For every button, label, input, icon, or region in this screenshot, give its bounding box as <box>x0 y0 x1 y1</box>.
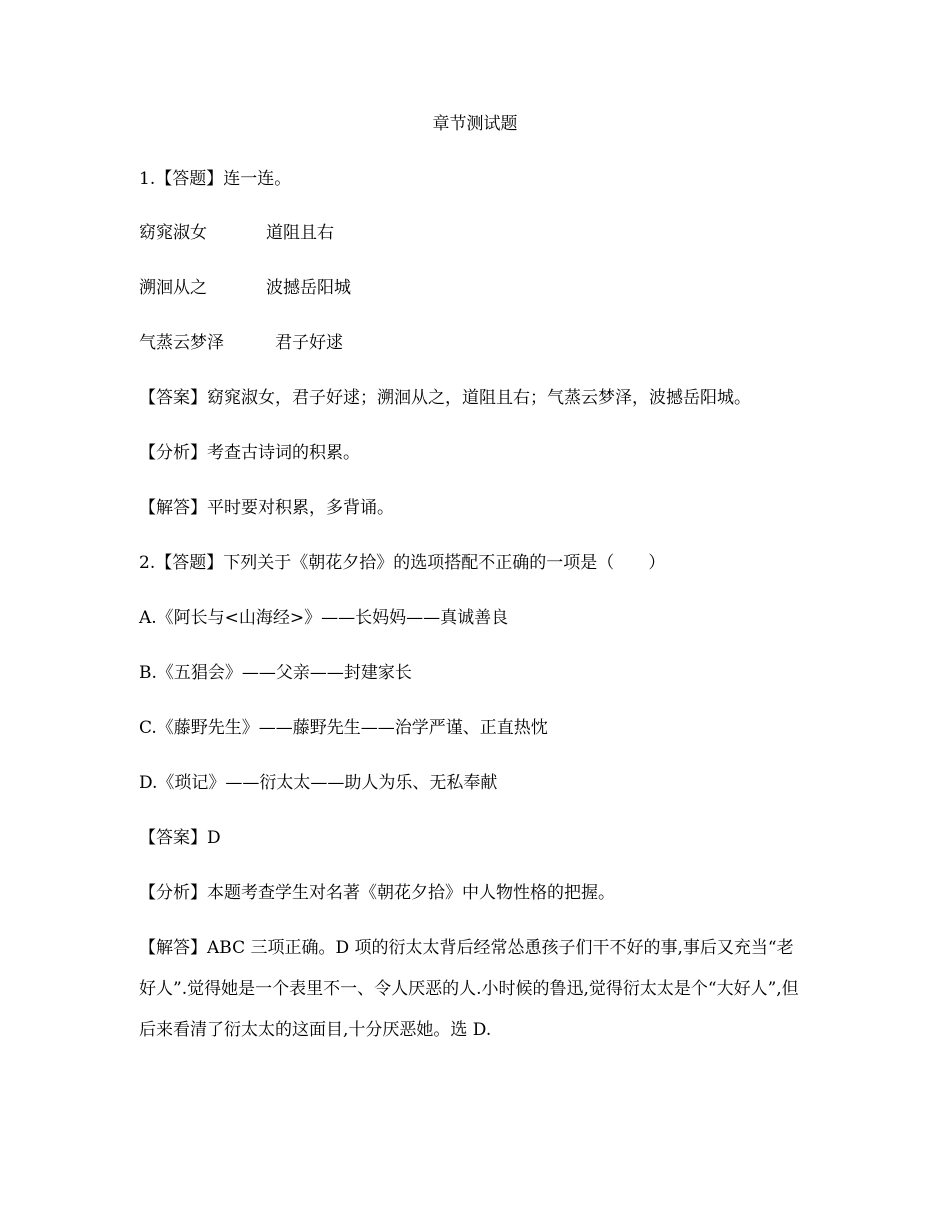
option-c: C.《藤野先生》——藤野先生——治学严谨、正直热忱 <box>139 718 548 738</box>
page-title: 章节测试题 <box>432 114 518 134</box>
question-1-header: 1.【答题】连一连。 <box>139 169 292 189</box>
option-d: D.《琐记》——衍太太——助人为乐、无私奉献 <box>139 773 498 793</box>
question-2-header: 2.【答题】下列关于《朝花夕拾》的选项搭配不正确的一项是（ ） <box>139 553 666 573</box>
match-right-1: 道阻且右 <box>266 223 334 243</box>
match-left-2: 溯洄从之 <box>139 278 207 298</box>
question-1-answer: 【答案】窈窕淑女，君子好逑；溯洄从之，道阻且右；气蒸云梦泽，波撼岳阳城。 <box>139 388 751 408</box>
match-right-2: 波撼岳阳城 <box>266 278 351 298</box>
question-1-analysis: 【分析】考查古诗词的积累。 <box>139 443 360 463</box>
match-left-1: 窈窕淑女 <box>139 223 207 243</box>
option-b: B.《五猖会》——父亲——封建家长 <box>139 663 412 683</box>
option-a: A.《阿长与<山海经>》——长妈妈——真诚善良 <box>139 608 509 628</box>
question-2-answer: 【答案】D <box>139 828 221 848</box>
match-right-3: 君子好逑 <box>275 333 343 353</box>
question-2-analysis: 【分析】本题考查学生对名著《朝花夕拾》中人物性格的把握。 <box>139 883 615 903</box>
match-left-3: 气蒸云梦泽 <box>139 333 224 353</box>
question-2-solution: 【解答】ABC 三项正确。D 项的衍太太背后经常怂恿孩子们干不好的事,事后又充当“老好人”.觉得她是一个表里不一、令人厌恶的人.小时候的鲁迅,觉得衍太太是个“大好人”,但后来看清了衍太太的这面目,十分厌恶她。选 D. <box>139 938 799 1040</box>
question-1-solution: 【解答】平时要对积累，多背诵。 <box>139 498 394 518</box>
